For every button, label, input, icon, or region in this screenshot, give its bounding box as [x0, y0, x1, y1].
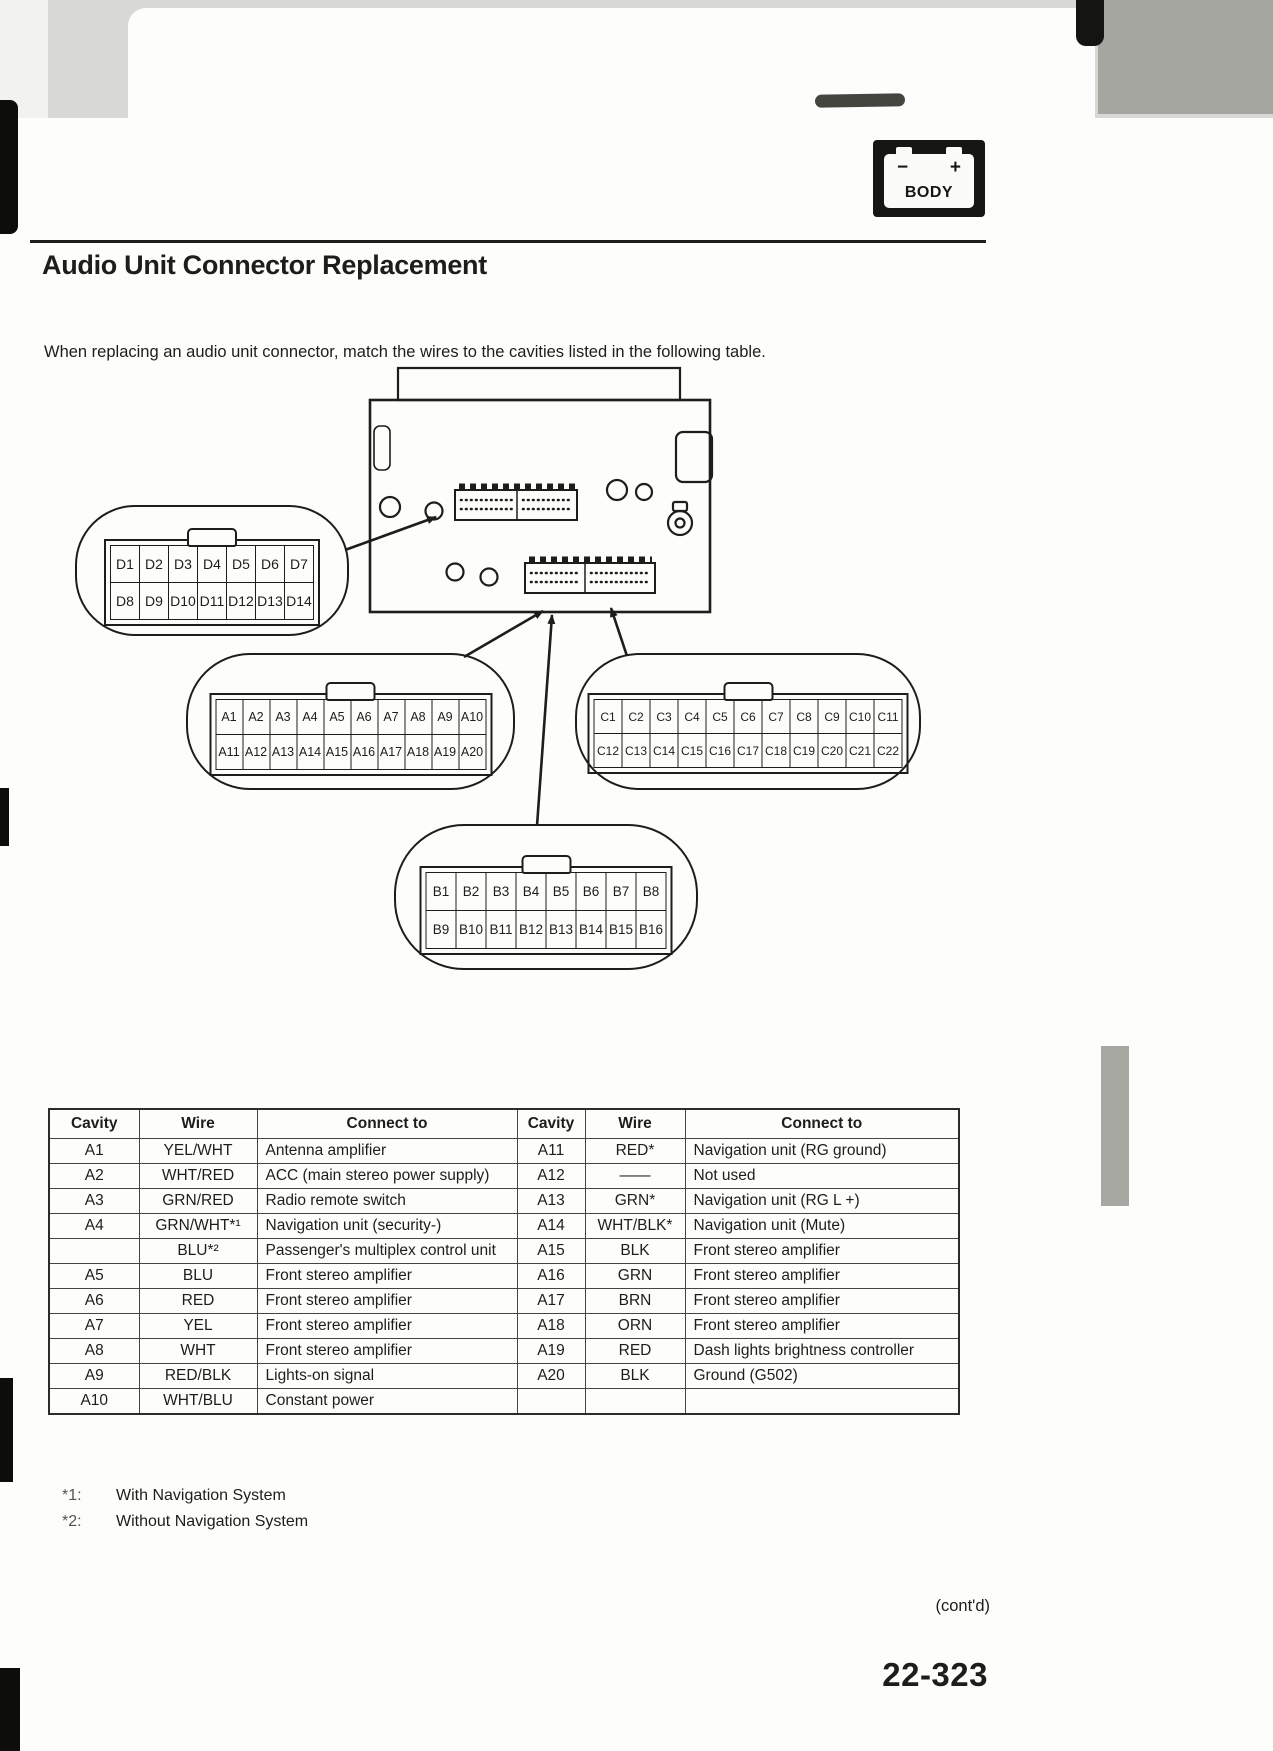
scan-artifact-right [1098, 0, 1273, 114]
pin-cell: C4 [679, 700, 707, 734]
pin-cell: A18 [405, 735, 432, 770]
scan-artifact-smudge [815, 93, 905, 108]
wiring-table [48, 1108, 960, 1415]
table-cell: Constant power [257, 1389, 517, 1415]
section-rule [30, 240, 986, 243]
pin-cell: B4 [517, 873, 547, 911]
pin-cell: A1 [216, 700, 243, 735]
pin-cell: A4 [297, 700, 324, 735]
lower-connector-socket [525, 560, 655, 593]
pin-cell: B6 [577, 873, 607, 911]
table-cell: Front stereo amplifier [257, 1289, 517, 1314]
pin-cell: C6 [735, 700, 763, 734]
section-badge [873, 140, 985, 217]
table-cell: A17 [517, 1289, 585, 1314]
table-cell: BLK [585, 1364, 685, 1389]
battery-icon [884, 154, 974, 208]
connector-c-pin-grid [594, 699, 903, 768]
table-cell: Lights-on signal [257, 1364, 517, 1389]
table-cell: BRN [585, 1289, 685, 1314]
pin-cell: A14 [297, 735, 324, 770]
table-cell: A18 [517, 1314, 585, 1339]
pin-cell: C5 [707, 700, 735, 734]
pin-cell: D5 [227, 546, 256, 583]
table-cell: Not used [685, 1164, 959, 1189]
table-cell: A1 [49, 1139, 139, 1164]
table-header-row [49, 1109, 959, 1139]
pin-cell: C3 [651, 700, 679, 734]
column-header-connect-to: Connect to [685, 1109, 959, 1139]
pin-cell: B2 [457, 873, 487, 911]
pin-cell: B10 [457, 911, 487, 949]
pin-cell: A8 [405, 700, 432, 735]
table-cell: RED/BLK [139, 1364, 257, 1389]
intro-text: When replacing an audio unit connector, match the wires to the cavities listed in the following table. [44, 343, 766, 361]
table-cell: Navigation unit (Mute) [685, 1214, 959, 1239]
table-cell: A8 [49, 1339, 139, 1364]
pin-cell: B1 [427, 873, 457, 911]
table-cell: RED [139, 1289, 257, 1314]
table-cell: WHT [139, 1339, 257, 1364]
binding-mark [0, 1378, 13, 1482]
pin-cell: B16 [637, 911, 667, 949]
pin-cell: B14 [577, 911, 607, 949]
footnote-text: With Navigation System [116, 1487, 286, 1504]
table-row [49, 1339, 959, 1364]
connector-b-housing [420, 866, 673, 955]
binding-mark [0, 100, 18, 234]
column-header-connect-to: Connect to [257, 1109, 517, 1139]
table-cell: Navigation unit (RG L +) [685, 1189, 959, 1214]
pin-cell: B13 [547, 911, 577, 949]
pin-cell: C22 [875, 734, 903, 768]
pin-cell: A10 [459, 700, 486, 735]
table-cell: ACC (main stereo power supply) [257, 1164, 517, 1189]
section-badge-label: BODY [904, 184, 954, 201]
pin-cell: C16 [707, 734, 735, 768]
pin-cell: C15 [679, 734, 707, 768]
table-cell: Dash lights brightness controller [685, 1339, 959, 1364]
scan-artifact-tab [1101, 1046, 1129, 1206]
pin-cell: C14 [651, 734, 679, 768]
pin-cell: C19 [791, 734, 819, 768]
table-cell: Front stereo amplifier [257, 1264, 517, 1289]
pin-cell: C13 [623, 734, 651, 768]
connector-d-pin-grid [110, 545, 314, 620]
connector-a-pin-grid [215, 699, 486, 770]
table-cell: Front stereo amplifier [685, 1264, 959, 1289]
pin-cell: A11 [216, 735, 243, 770]
table-cell: RED [585, 1339, 685, 1364]
column-header-cavity: Cavity [517, 1109, 585, 1139]
page-title: Audio Unit Connector Replacement [42, 250, 487, 280]
footnote-marker: *2: [62, 1513, 82, 1530]
footnote-2 [62, 1513, 308, 1531]
table-cell: A14 [517, 1214, 585, 1239]
table-cell: Front stereo amplifier [685, 1239, 959, 1264]
pin-cell: D10 [169, 583, 198, 620]
table-row [49, 1314, 959, 1339]
table-cell: A9 [49, 1364, 139, 1389]
pin-cell: B5 [547, 873, 577, 911]
pin-cell: C2 [623, 700, 651, 734]
upper-connector-socket [455, 487, 577, 520]
pin-cell: D11 [198, 583, 227, 620]
table-cell: A11 [517, 1139, 585, 1164]
scan-sheet-edge [128, 8, 1095, 140]
table-cell: RED* [585, 1139, 685, 1164]
table-cell: BLU [139, 1264, 257, 1289]
mounting-holes [380, 480, 652, 586]
table-cell [685, 1389, 959, 1415]
table-cell: WHT/RED [139, 1164, 257, 1189]
pin-cell: A12 [243, 735, 270, 770]
table-cell: A5 [49, 1264, 139, 1289]
table-cell: GRN/RED [139, 1189, 257, 1214]
table-cell: Front stereo amplifier [685, 1314, 959, 1339]
table-cell: A2 [49, 1164, 139, 1189]
pin-cell: A5 [324, 700, 351, 735]
table-row [49, 1239, 959, 1264]
pin-cell: D13 [256, 583, 285, 620]
pin-cell: C21 [847, 734, 875, 768]
table-cell [49, 1239, 139, 1264]
table-cell: A20 [517, 1364, 585, 1389]
table-cell: Passenger's multiplex control unit [257, 1239, 517, 1264]
table-cell: A6 [49, 1289, 139, 1314]
table-cell: YEL/WHT [139, 1139, 257, 1164]
binding-mark [0, 1668, 20, 1751]
table-row [49, 1389, 959, 1415]
table-cell: A16 [517, 1264, 585, 1289]
pin-cell: A6 [351, 700, 378, 735]
pin-cell: B3 [487, 873, 517, 911]
table-cell: Radio remote switch [257, 1189, 517, 1214]
pin-cell: D12 [227, 583, 256, 620]
connector-lock-tab-icon [723, 682, 773, 701]
table-row [49, 1214, 959, 1239]
pin-cell: A9 [432, 700, 459, 735]
pin-cell: C1 [595, 700, 623, 734]
table-cell: A13 [517, 1189, 585, 1214]
table-cell: A10 [49, 1389, 139, 1415]
table-cell: Navigation unit (RG ground) [685, 1139, 959, 1164]
pin-cell: A13 [270, 735, 297, 770]
pin-cell: C7 [763, 700, 791, 734]
connector-lock-tab-icon [326, 682, 376, 701]
table-cell: —— [585, 1164, 685, 1189]
table-cell: GRN* [585, 1189, 685, 1214]
pin-cell: C17 [735, 734, 763, 768]
table-row [49, 1164, 959, 1189]
pin-cell: A16 [351, 735, 378, 770]
pin-cell: C8 [791, 700, 819, 734]
pin-cell: B11 [487, 911, 517, 949]
battery-plus: + [949, 157, 961, 178]
pin-cell: C9 [819, 700, 847, 734]
column-header-wire: Wire [585, 1109, 685, 1139]
pin-cell: D8 [111, 583, 140, 620]
table-cell: WHT/BLU [139, 1389, 257, 1415]
contd-note: (cont'd) [935, 1597, 990, 1615]
pin-cell: C12 [595, 734, 623, 768]
pin-cell: C20 [819, 734, 847, 768]
connector-d-housing [104, 539, 320, 626]
pin-cell: D3 [169, 546, 198, 583]
table-cell: BLU*² [139, 1239, 257, 1264]
pin-cell: D6 [256, 546, 285, 583]
table-cell [585, 1389, 685, 1415]
pin-cell: A19 [432, 735, 459, 770]
table-cell: Front stereo amplifier [685, 1289, 959, 1314]
table-cell: YEL [139, 1314, 257, 1339]
column-header-cavity: Cavity [49, 1109, 139, 1139]
table-cell: ORN [585, 1314, 685, 1339]
pin-cell: B15 [607, 911, 637, 949]
table-cell: WHT/BLK* [585, 1214, 685, 1239]
pin-cell: A2 [243, 700, 270, 735]
table-cell: Front stereo amplifier [257, 1314, 517, 1339]
pin-cell: A20 [459, 735, 486, 770]
antenna-connector [668, 502, 692, 535]
footnote-1 [62, 1487, 286, 1505]
pin-cell: A7 [378, 700, 405, 735]
pin-cell: D1 [111, 546, 140, 583]
table-cell: GRN/WHT*¹ [139, 1214, 257, 1239]
pin-cell: C11 [875, 700, 903, 734]
battery-minus: − [897, 157, 909, 178]
pin-cell: B9 [427, 911, 457, 949]
table-cell: A3 [49, 1189, 139, 1214]
connector-c-callout [575, 653, 921, 790]
table-cell [517, 1389, 585, 1415]
connector-a-callout [186, 653, 515, 790]
scan-artifact-blob [1076, 0, 1104, 46]
table-cell: Navigation unit (security-) [257, 1214, 517, 1239]
connector-lock-tab-icon [521, 855, 571, 874]
pin-cell: C10 [847, 700, 875, 734]
footnote-marker: *1: [62, 1487, 82, 1504]
footnote-text: Without Navigation System [116, 1513, 309, 1530]
pin-cell: A15 [324, 735, 351, 770]
binding-mark [0, 788, 9, 846]
table-cell: A19 [517, 1339, 585, 1364]
connector-b-callout [394, 824, 698, 970]
table-cell: Ground (G502) [685, 1364, 959, 1389]
connector-b-pin-grid [426, 872, 667, 949]
table-cell: A15 [517, 1239, 585, 1264]
pin-cell: B7 [607, 873, 637, 911]
table-cell: BLK [585, 1239, 685, 1264]
table-cell: A7 [49, 1314, 139, 1339]
connector-a-housing [209, 693, 492, 776]
table-row [49, 1364, 959, 1389]
column-header-wire: Wire [139, 1109, 257, 1139]
pin-cell: D2 [140, 546, 169, 583]
connector-c-housing [588, 693, 909, 774]
page-number: 22-323 [882, 1656, 988, 1693]
pin-cell: D4 [198, 546, 227, 583]
table-row [49, 1264, 959, 1289]
pin-cell: D14 [285, 583, 314, 620]
table-cell: Front stereo amplifier [257, 1339, 517, 1364]
table-cell: Antenna amplifier [257, 1139, 517, 1164]
pin-cell: C18 [763, 734, 791, 768]
pin-cell: A17 [378, 735, 405, 770]
table-cell: GRN [585, 1264, 685, 1289]
pin-cell: D9 [140, 583, 169, 620]
pin-cell: B8 [637, 873, 667, 911]
pin-cell: D7 [285, 546, 314, 583]
pin-cell: B12 [517, 911, 547, 949]
table-row [49, 1289, 959, 1314]
pin-cell: A3 [270, 700, 297, 735]
table-row [49, 1189, 959, 1214]
table-cell: A4 [49, 1214, 139, 1239]
connector-d-callout [75, 505, 349, 636]
connector-lock-tab-icon [187, 528, 237, 547]
table-row [49, 1139, 959, 1164]
table-cell: A12 [517, 1164, 585, 1189]
